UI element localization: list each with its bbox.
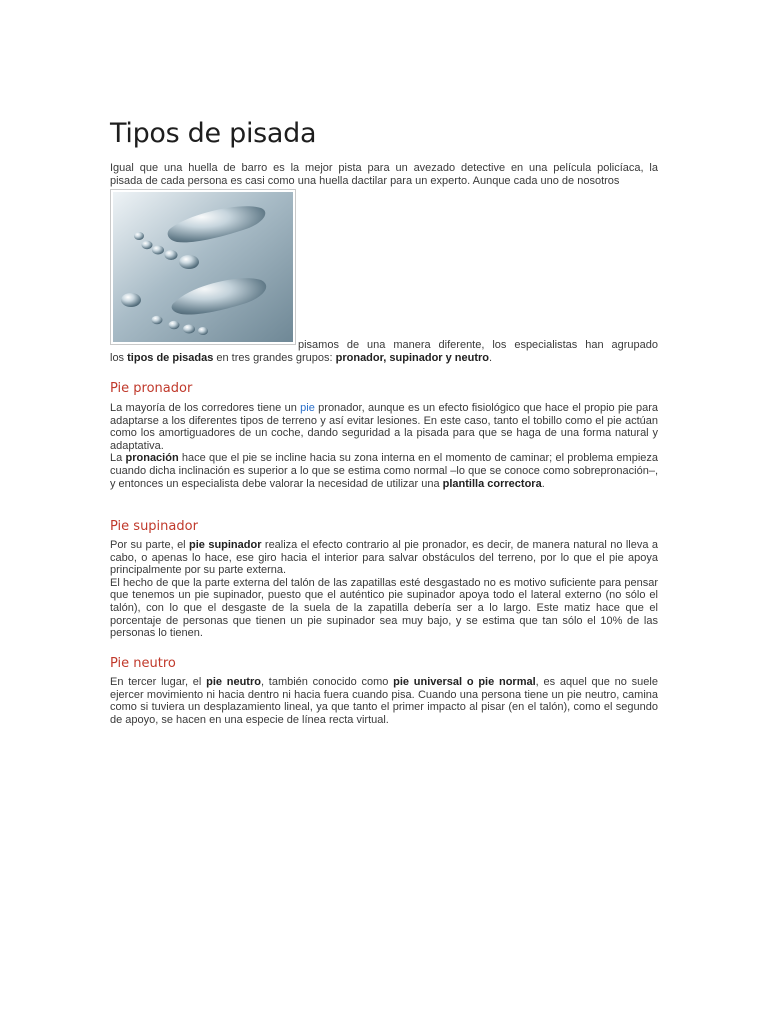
page-title: Tipos de pisada xyxy=(110,118,317,149)
intro-mid: en tres grandes grupos: xyxy=(213,352,336,364)
neutro-text xyxy=(110,676,658,726)
pronador-paragraph-2: La pronación hace que el pie se incline hacia su zona interna en el momento de caminar; el problema empieza cuando dicha inclinación es superior a lo que se estima como normal –lo que se conoce como sobrepronación–, y entonces un especialista debe valorar la necesidad de utilizar una plantilla correctora. xyxy=(110,452,658,490)
intro-tipos-pisadas: tipos de pisadas xyxy=(127,352,214,364)
section-pronador xyxy=(110,381,658,396)
intro-line-1: Igual que una huella de barro es la mejor pista para un avezado detective en una película policíaca, la xyxy=(110,162,658,174)
section-neutro xyxy=(110,656,658,671)
pronador-text xyxy=(110,402,658,490)
heading-pie-pronador: Pie pronador xyxy=(110,381,193,396)
water-drop-footprints-image xyxy=(110,189,296,345)
intro-line-4 xyxy=(110,352,658,365)
intro-block xyxy=(110,162,658,187)
heading-pie-neutro: Pie neutro xyxy=(110,656,176,671)
supinador-text xyxy=(110,539,658,640)
intro-line-2: pisada de cada persona es casi como una huella dactilar para un experto. Aunque cada uno de nosotros xyxy=(110,174,620,187)
pie-link[interactable]: pie xyxy=(300,402,315,414)
intro-los: los xyxy=(110,352,128,364)
supinador-paragraph-2: El hecho de que la parte externa del talón de las zapatillas esté desgastado no es motivo suficiente para pensar que tenemos un pie supinador, puesto que el auténtico pie supinador apoya todo el lateral externo (no sólo el talón), con lo que el desgaste de la suela de la zapatilla debería ser a lo largo. Este matiz hace que el porcentaje de personas que tienen un pie supinador sea muy bajo, y se estima que tan sólo el 10% de las personas lo tienen. xyxy=(110,576,658,640)
intro-line-3: pisamos de una manera diferente, los especialistas han agrupado xyxy=(298,339,658,351)
heading-pie-supinador: Pie supinador xyxy=(110,519,198,534)
section-supinador xyxy=(110,519,658,534)
supinador-paragraph-1: Por su parte, el pie supinador realiza el efecto contrario al pie pronador, es decir, de manera natural no lleva a cabo, o apenas lo hace, ese giro hacia el interior para salvar obstáculos del terreno, por lo que el pie apoya principalmente por su parte externa. xyxy=(110,539,658,577)
footprints-illustration xyxy=(113,192,293,342)
neutro-paragraph-1: En tercer lugar, el pie neutro, también conocido como pie universal o pie normal, es aquel que no suele ejercer movimiento ni hacia dentro ni hacia fuera cuando pisa. Cuando una persona tiene un pie neutro, camina como si tuviera un desplazamiento lineal, ya que tanto el primer impacto al pisar (en el talón), como el segundo de apoyo, se hacen en una especie de línea recta virtual. xyxy=(110,676,658,726)
intro-continuation xyxy=(298,339,658,352)
intro-end: . xyxy=(489,352,493,364)
pronador-paragraph-1: La mayoría de los corredores tiene un pie pronador, aunque es un efecto fisiológico que hace el propio pie para adaptarse a los diferentes tipos de terreno y así evitar lesiones. En este caso, tanto el tobillo como el pie actúan como los amortiguadores de un coche, dando seguridad a la pisada para que se haga de una forma natural y adaptativa. xyxy=(110,402,658,452)
intro-groups-names: pronador, supinador y neutro xyxy=(335,352,490,364)
intro-groups xyxy=(110,352,658,365)
